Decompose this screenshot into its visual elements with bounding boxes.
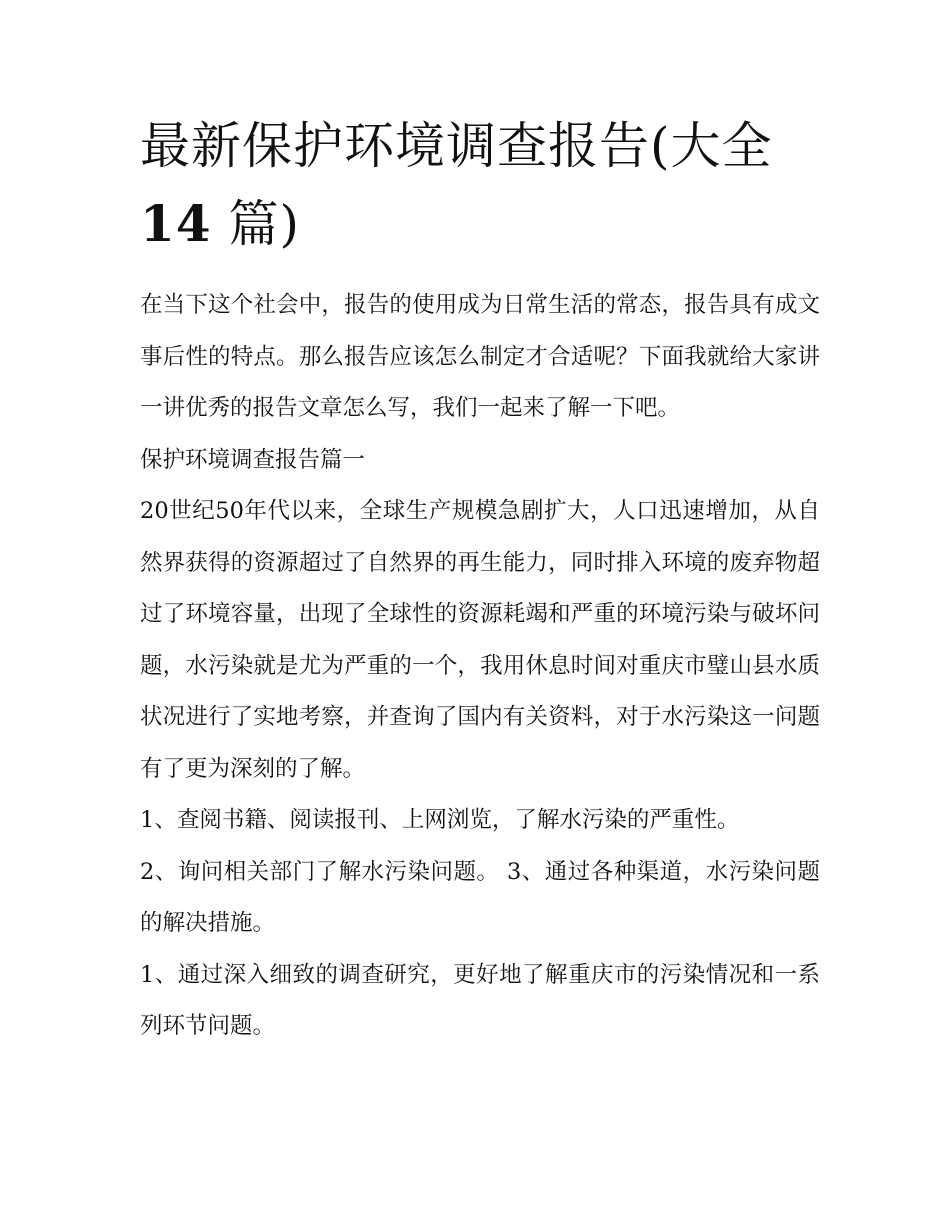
- title-text: 最新保护环境调查报告(大全: [140, 117, 773, 175]
- list-item: 1、通过深入细致的调查研究，更好地了解重庆市的污染情况和一系列环节问题。: [140, 961, 820, 1039]
- intro-paragraph: 在当下这个社会中，报告的使用成为日常生活的常态，报告具有成文事后性的特点。那么报告应该怎么制定才合适呢？下面我就给大家讲一讲优秀的报告文章怎么写，我们一起来了解一下吧。: [140, 292, 820, 421]
- title-count: 14: [140, 194, 212, 253]
- title-suffix: 篇): [228, 195, 301, 253]
- list-item: 1、查阅书籍、阅读报刊、上网浏览，了解水污染的严重性。: [140, 807, 740, 833]
- document-page: [140, 108, 820, 1053]
- list-item: 2、询问相关部门了解水污染问题。 3、通过各种渠道，水污染问题的解决措施。: [140, 858, 820, 936]
- document-title: [140, 108, 820, 263]
- section-heading: 保护环境调查报告篇一: [140, 446, 366, 473]
- body-paragraph: 20世纪50年代以来，全球生产规模急剧扩大，人口迅速增加，从自然界获得的资源超过了自然界的再生能力，同时排入环境的废弃物超过了环境容量，出现了全球性的资源耗竭和严重的环境污染与破坏问题，水污染就是尤为严重的一个，我用休息时间对重庆市璧山县水质状况进行了实地考察，并查询了国内有关资料，对于水污染这一问题有了更为深刻的了解。: [140, 498, 820, 782]
